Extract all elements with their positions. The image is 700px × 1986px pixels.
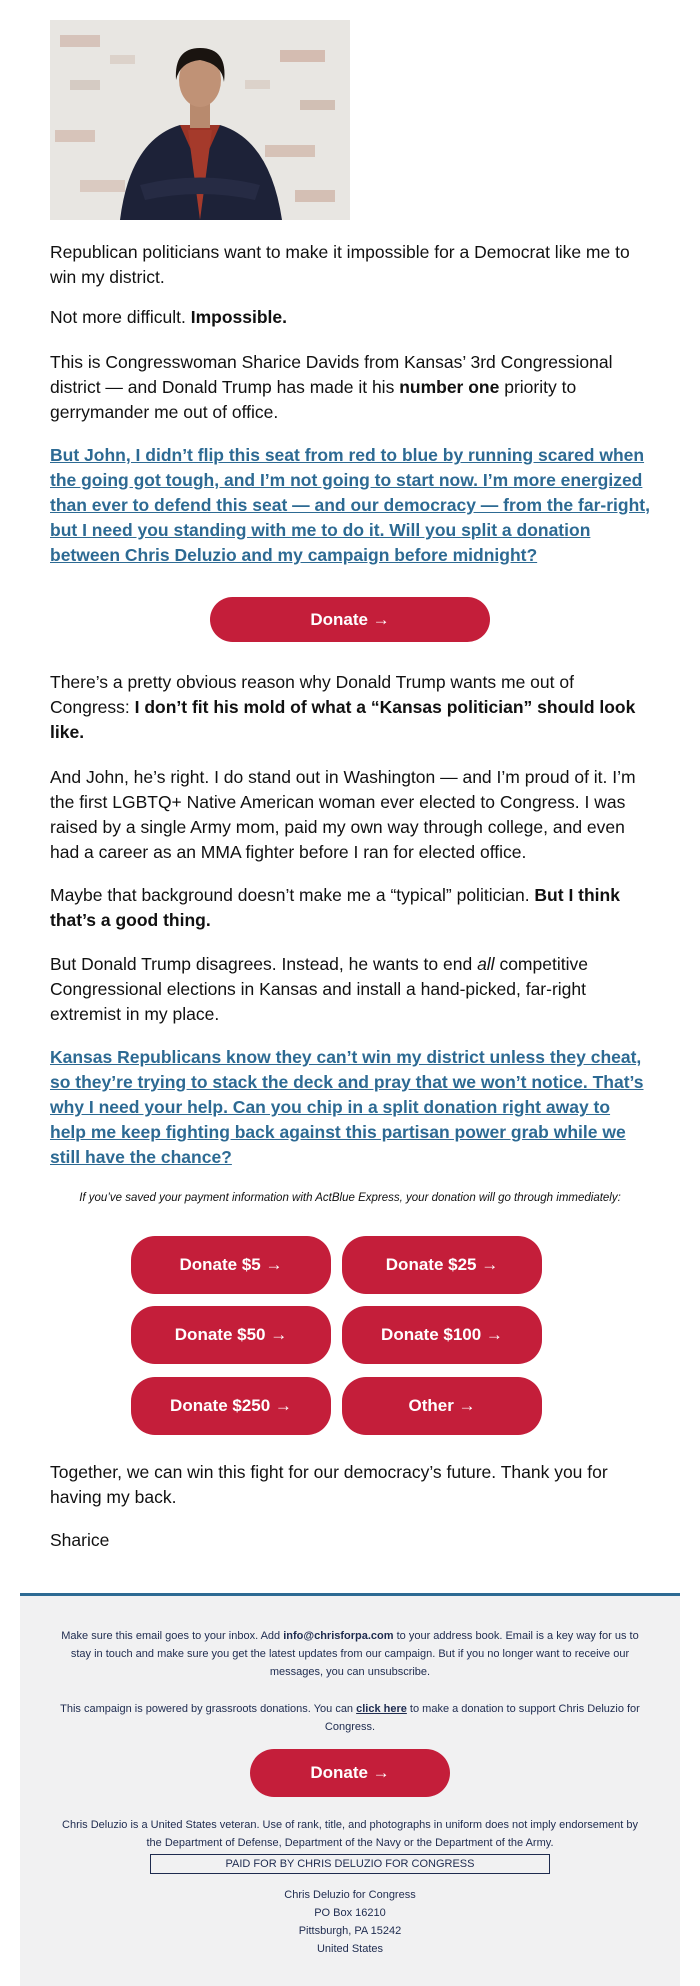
hero-photo [50,20,350,220]
all-italic: all [477,954,495,974]
intro-text: Republican politicians want to make it impossible for a Democrat like me to win my district. [50,242,630,287]
background-paragraph [50,765,650,865]
grassroots-text-a: This campaign is powered by grassroots donations. You can [60,1703,357,1715]
address-line-2: PO Box 16210 [314,1907,386,1919]
grassroots-text-b: to make a donation to support Chris Deluzio for Congress. [324,1703,640,1733]
grassroots-notice [60,1700,640,1736]
donate-50-button[interactable]: Donate $50 → [131,1306,331,1364]
background-text: And John, he’s right. I do stand out in Washington — and I’m proud of it. I’m the first LGBTQ+ Native American woman ever elected to Congress. I was raised by a single Army mom, paid my own way through college, and even had a career as an MMA fighter before I ran for elected office. [50,767,636,862]
congresswoman-text: This is Congresswoman Sharice Davids from Kansas’ 3rd Congressional district — and Donald Trump has made it his [50,352,613,397]
signature [50,1528,650,1553]
veteran-text: Chris Deluzio is a United States veteran. Use of rank, title, and photographs in uniform does not imply endorsement by the Department of Defense, Department of the Navy or the Department of the Army. [62,1819,638,1849]
veteran-disclaimer [60,1816,640,1852]
mailing-address [60,1886,640,1958]
mold-text: There’s a pretty obvious reason why Donald Trump wants me out of Congress: [50,672,574,717]
donate-other-button[interactable]: Other → [342,1377,542,1435]
closing-paragraph [50,1460,650,1510]
donate-main-button[interactable]: Donate → [210,597,490,642]
donate-5-button[interactable]: Donate $5 → [131,1236,331,1294]
split-donation-link[interactable]: But John, I didn’t flip this seat from red to blue by running scared when the going got tough, and I’m not going to start now. I’m more energized than ever to defend this seat — and our democracy — from the far-right, but I need you standing with me to do it. Will you split a donation between Chris Deluzio and my campaign before midnight? [50,445,650,565]
footer [20,1593,680,1986]
donate-250-button[interactable]: Donate $250 → [131,1377,331,1435]
extremist-text: competitive Congressional elections in Kansas and install a hand-picked, far-right extremist in my place. [50,954,588,1024]
impossible-paragraph [50,305,650,330]
address-line-4: United States [316,1943,384,1955]
closing-text: Together, we can win this fight for our democracy’s future. Thank you for having my back. [50,1462,608,1507]
donate-100-button[interactable]: Donate $100 → [342,1306,542,1364]
donation-link-paragraph-2 [50,1045,650,1170]
inbox-text-b: to your address book. Email is a key way for us to stay in touch and make sure you get the latest updates from our campaign. But if you no longer want to receive our messages, you can unsubscribe. [70,1630,639,1678]
inbox-text-a: Make sure this email goes to your inbox. Add [61,1630,284,1642]
inbox-notice [60,1627,640,1681]
intro-congresswoman-paragraph [50,350,650,425]
impossible-bold: Impossible. [190,307,287,327]
donation-link-paragraph-1 [50,443,650,568]
intro-paragraph [50,240,650,290]
good-thing-bold: But I think that’s a good thing. [50,885,620,930]
number-one-bold: number one [399,377,500,397]
address-line-1: Chris Deluzio for Congress [284,1889,416,1901]
paid-for-box: PAID FOR BY CHRIS DELUZIO FOR CONGRESS [150,1854,550,1874]
trump-disagrees-paragraph [50,952,650,1027]
mold-paragraph [50,670,650,745]
actblue-note: If you’ve saved your payment information with ActBlue Express, your donation will go through immediately: [79,1192,621,1204]
chip-in-link[interactable]: Kansas Republicans know they can’t win my district unless they cheat, so they’re trying to stack the deck and pray that we won’t notice. That’s why I need your help. Can you chip in a split donation right away to help me keep fighting back against this partisan power grab while we still have the chance? [50,1047,644,1167]
click-here-link[interactable]: click here [356,1703,407,1715]
impossible-text: Not more difficult. [50,307,191,327]
signature-text: Sharice [50,1530,110,1550]
typical-politician-paragraph [50,883,650,933]
portrait-illustration [50,20,350,220]
gerrymander-text: priority to gerrymander me out of office. [50,377,577,422]
address-line-3: Pittsburgh, PA 15242 [298,1925,402,1937]
mold-bold: I don’t fit his mold of what a “Kansas politician” should look like. [50,697,636,742]
donate-footer-button[interactable]: Donate → [250,1749,450,1797]
typical-text: Maybe that background doesn’t make me a “typical” politician. [50,885,535,905]
contact-email: info@chrisforpa.com [283,1630,394,1642]
disagrees-text: But Donald Trump disagrees. Instead, he wants to end [50,954,478,974]
donate-25-button[interactable]: Donate $25 → [342,1236,542,1294]
